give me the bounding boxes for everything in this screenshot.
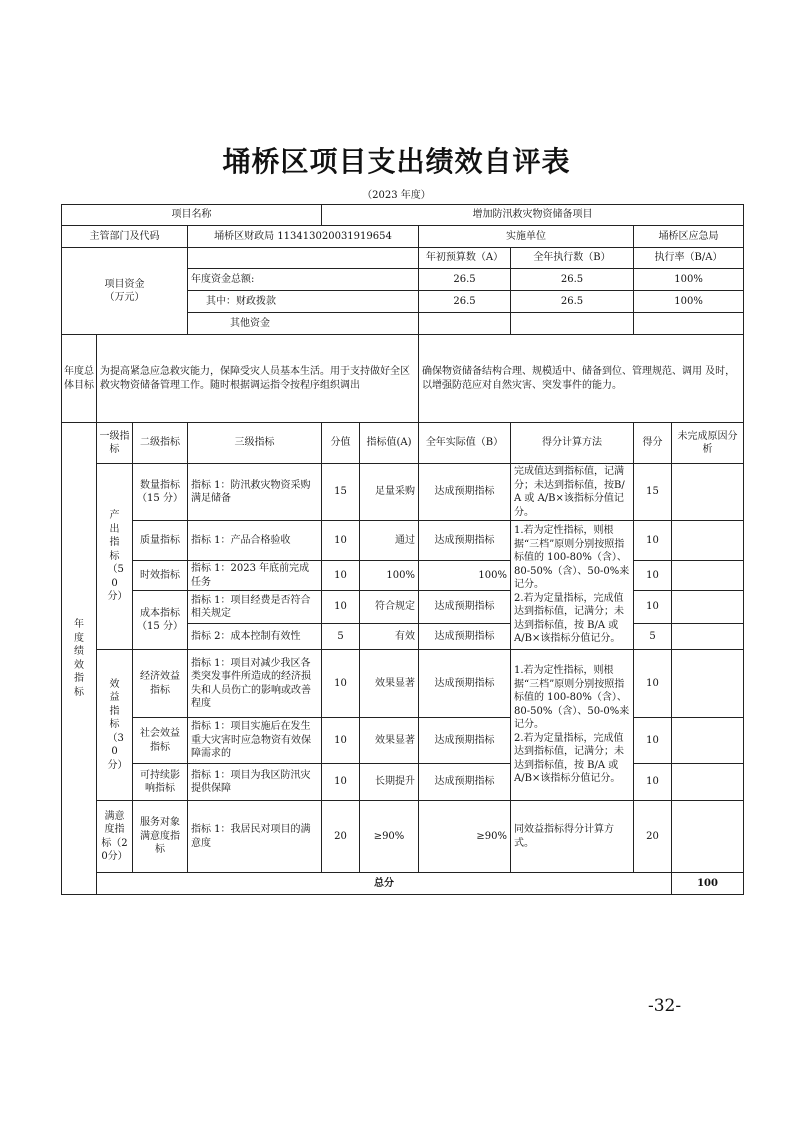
quality-label: 质量指标 [133,521,188,561]
project-name-label: 项目名称 [62,205,322,226]
econ-label: 经济效益指标 [133,650,188,718]
indicator-score: 10 [322,591,360,624]
benefit-method: 1.若为定性指标，则根据“三档”原则分别按照指标值的 100-80%（含）、80-50%（含）、50-0%来记分。 2.若为定量指标，完成值达到指标值，记满分；未达到指标值，按 B/A 或 A/B×该指标分值记分。 [511,650,634,801]
funds-col-b: 全年执行数（B） [511,248,634,269]
funds-a [419,313,511,335]
indicator-score: 10 [322,561,360,591]
satis-method: 同效益指标得分计算方式。 [511,801,634,873]
header-got: 得分 [634,423,672,464]
total-label: 总分 [97,873,672,895]
row-total [62,873,744,895]
impl-label: 实施单位 [419,226,634,248]
indicator-got: 5 [634,624,672,650]
goal-planned: 为提高紧急应急救灾能力，保障受灾人员基本生活。用于支持做好全区救灾物资储备管理工作。随时根据调运指令按程序组织调出 [97,335,419,423]
funds-b [511,313,634,335]
funds-row-label: 其他资金 [188,313,419,335]
row-quantity-1 [62,464,744,521]
quantity-label: 数量指标（15 分） [133,464,188,521]
funds-label [62,248,188,335]
indicator-reason [672,764,744,801]
header-level1: 一级指标 [97,423,133,464]
indicators-section-text: 年度绩效指标 [74,619,84,698]
indicator-score: 10 [322,650,360,718]
header-actual: 全年实际值（B） [419,423,511,464]
quantity-method: 完成值达到指标值，记满分；未达到指标值，按B/A 或 A/B×该指标分值记分。 [511,464,634,521]
satis2-label: 服务对象满意度指标 [133,801,188,873]
indicator-target: 长期提升 [360,764,419,801]
indicator-name: 指标 1：项目实施后在发生重大灾害时应急物资有效保障需求的 [188,718,322,764]
goal-label [62,335,97,423]
header-method: 得分计算方法 [511,423,634,464]
indicator-score: 10 [322,718,360,764]
indicator-got: 10 [634,561,672,591]
satis-label-text: 满意度指标（20分） [101,810,128,862]
page-title: 埇桥区项目支出绩效自评表 [222,145,571,178]
indicator-score: 5 [322,624,360,650]
goal-label-text: 年度总体目标 [64,366,94,391]
indicator-name: 指标 1：项目对减少我区各类突发事件所造成的经济损失和人员伤亡的影响或改善程度 [188,650,322,718]
indicator-name: 指标 1：我居民对项目的满意度 [188,801,322,873]
indicator-got: 10 [634,764,672,801]
indicator-name: 指标 1：项目经费是否符合相关规定 [188,591,322,624]
sustain-label: 可持续影响指标 [133,764,188,801]
indicator-reason [672,718,744,764]
impl-value: 埇桥区应急局 [634,226,744,248]
indicator-got: 10 [634,521,672,561]
indicator-reason [672,521,744,561]
benefit-label [97,650,133,801]
output-label-text: 产出指标（50分） [107,510,128,603]
cost-label: 成本指标（15 分） [133,591,188,650]
indicator-actual: 达成预期指标 [419,624,511,650]
indicator-got: 20 [634,801,672,873]
total-value: 100 [672,873,744,895]
row-satis-1 [62,801,744,873]
funds-a: 26.5 [419,291,511,313]
project-name: 增加防汛救灾物资储备项目 [322,205,744,226]
indicator-actual: 达成预期指标 [419,764,511,801]
indicator-target: 足量采购 [360,464,419,521]
funds-row-label: 年度资金总额: [188,269,419,291]
indicator-actual: 达成预期指标 [419,650,511,718]
row-social-1 [62,718,744,764]
indicator-name: 指标 1：项目为我区防汛灾提供保障 [188,764,322,801]
header-level2: 二级指标 [133,423,188,464]
funds-b: 26.5 [511,291,634,313]
indicator-target: 效果显著 [360,718,419,764]
indicator-actual: 达成预期指标 [419,591,511,624]
indicator-got: 10 [634,718,672,764]
row-quality-1 [62,521,744,561]
funds-a: 26.5 [419,269,511,291]
indicator-reason [672,464,744,521]
indicator-name: 指标 1：2023 年底前完成任务 [188,561,322,591]
header-level3: 三级指标 [188,423,322,464]
indicator-name: 指标 2：成本控制有效性 [188,624,322,650]
indicator-target: 符合规定 [360,591,419,624]
indicator-name: 指标 1：产品合格验收 [188,521,322,561]
row-goal [62,335,744,423]
indicator-actual: 达成预期指标 [419,521,511,561]
row-dept [62,226,744,248]
indicator-actual: 100% [419,561,511,591]
indicator-reason [672,624,744,650]
indicator-name: 指标 1：防汛救灾物资采购满足储备 [188,464,322,521]
time-label: 时效指标 [133,561,188,591]
benefit-label-text: 效益指标（30分） [107,678,128,771]
indicator-got: 15 [634,464,672,521]
report-year: （2023 年度） [362,190,431,201]
satis-label [97,801,133,873]
indicator-actual: 达成预期指标 [419,718,511,764]
indicator-score: 10 [322,764,360,801]
funds-col-a: 年初预算数（A） [419,248,511,269]
header-target: 指标值(A) [360,423,419,464]
goal-actual: 确保物资储备结构合理、规模适中、储备到位、管理规范、调用 及时，以增强防范应对自然灾害、突发事件的能力。 [419,335,744,423]
social-label: 社会效益指标 [133,718,188,764]
indicator-actual: ≥90% [419,801,511,873]
row-time-1 [62,561,744,591]
performance-table [61,204,744,895]
row-cost-1 [62,591,744,624]
funds-col-rate: 执行率（B/A） [634,248,744,269]
funds-label-text: 项目资金 （万元） [104,278,145,303]
indicator-score: 15 [322,464,360,521]
page-number: -32- [648,996,682,1016]
indicator-target: 有效 [360,624,419,650]
indicator-target: 效果显著 [360,650,419,718]
dept-value: 埇桥区财政局 113413020031919654 [188,226,419,248]
funds-rate [634,313,744,335]
indicator-target: 通过 [360,521,419,561]
indicator-reason [672,801,744,873]
indicator-reason [672,561,744,591]
output-label [97,464,133,650]
row-sustain-1 [62,764,744,801]
funds-rate: 100% [634,269,744,291]
indicator-got: 10 [634,591,672,624]
indicator-score: 10 [322,521,360,561]
indicator-target: 100% [360,561,419,591]
row-funds-header [62,248,744,269]
indicator-reason [672,591,744,624]
row-indicator-header [62,423,744,464]
indicator-actual: 达成预期指标 [419,464,511,521]
dept-label: 主管部门及代码 [62,226,188,248]
row-project-name [62,205,744,226]
indicator-target: ≥90% [360,801,419,873]
output-method: 1.若为定性指标，则根据“三档”原则分别按照指标值的 100-80%（含）、80-50%（含）、50-0%来记分。 2.若为定量指标，完成值达到指标值，记满分；未达到指标值，按 B/A 或 A/B×该指标分值记分。 [511,521,634,650]
funds-row-label: 其中：财政拨款 [188,291,419,313]
indicator-score: 20 [322,801,360,873]
indicator-reason [672,650,744,718]
header-score: 分值 [322,423,360,464]
row-econ-1 [62,650,744,718]
indicator-got: 10 [634,650,672,718]
indicators-section-label [62,423,97,895]
header-reason: 未完成原因分析 [672,423,744,464]
funds-rate: 100% [634,291,744,313]
funds-b: 26.5 [511,269,634,291]
